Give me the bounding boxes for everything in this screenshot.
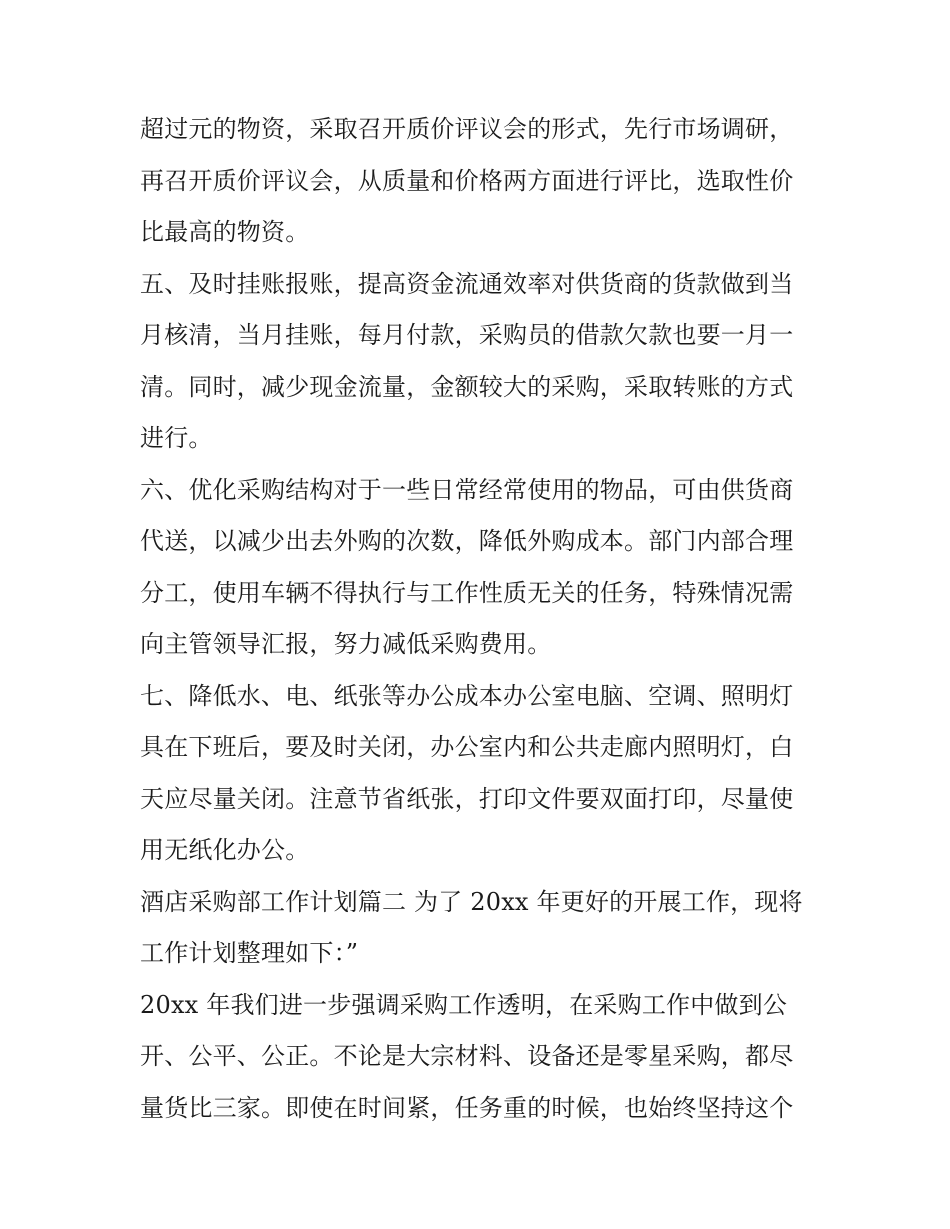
text-line: 具在下班后，要及时关闭，办公室内和公共走廊内照明灯，白 — [140, 733, 794, 761]
text-line: 用无纸化办公。 — [140, 836, 310, 864]
text-line: 七、降低水、电、纸张等办公成本办公室电脑、空调、照明灯 — [140, 681, 794, 710]
text-line: 开、公平、公正。不论是大宗材料、设备还是零星采购，都尽 — [140, 1042, 794, 1070]
text-line: 分工，使用车辆不得执行与工作性质无关的任务，特殊情况需 — [140, 578, 794, 607]
text-line: 五、及时挂账报账，提高资金流通效率对供货商的货款做到当 — [140, 269, 794, 298]
text-line: 天应尽量关闭。注意节省纸张，打印文件要双面打印，尽量使 — [140, 784, 794, 813]
text-line: 超过元的物资，采取召开质价评议会的形式，先行市场调研， — [140, 115, 794, 143]
text-line: 比最高的物资。 — [140, 218, 310, 246]
text-line: 工作计划整理如下：” — [140, 939, 359, 967]
text-line: 代送，以减少出去外购的次数，降低外购成本。部门内部合理 — [140, 527, 794, 555]
text-line: 六、优化采购结构对于一些日常经常使用的物品，可由供货商 — [140, 475, 794, 504]
text-line: 20xx 年我们进一步强调采购工作透明，在采购工作中做到公 — [140, 990, 788, 1019]
document-body — [140, 104, 820, 1134]
text-line: 月核清，当月挂账，每月付款，采购员的借款欠款也要一月一 — [140, 321, 794, 349]
text-line: 进行。 — [140, 424, 213, 452]
text-line: 再召开质价评议会，从质量和价格两方面进行评比，选取性价 — [140, 166, 794, 195]
text-line: 向主管领导汇报，努力减低采购费用。 — [140, 630, 552, 658]
text-line: 量货比三家。即使在时间紧，任务重的时候，也始终坚持这个 — [140, 1093, 794, 1122]
text-line: 清。同时，减少现金流量，金额较大的采购，采取转账的方式 — [140, 372, 794, 401]
text-line: 酒店采购部工作计划篇二 为了 20xx 年更好的开展工作，现将 — [140, 887, 803, 916]
